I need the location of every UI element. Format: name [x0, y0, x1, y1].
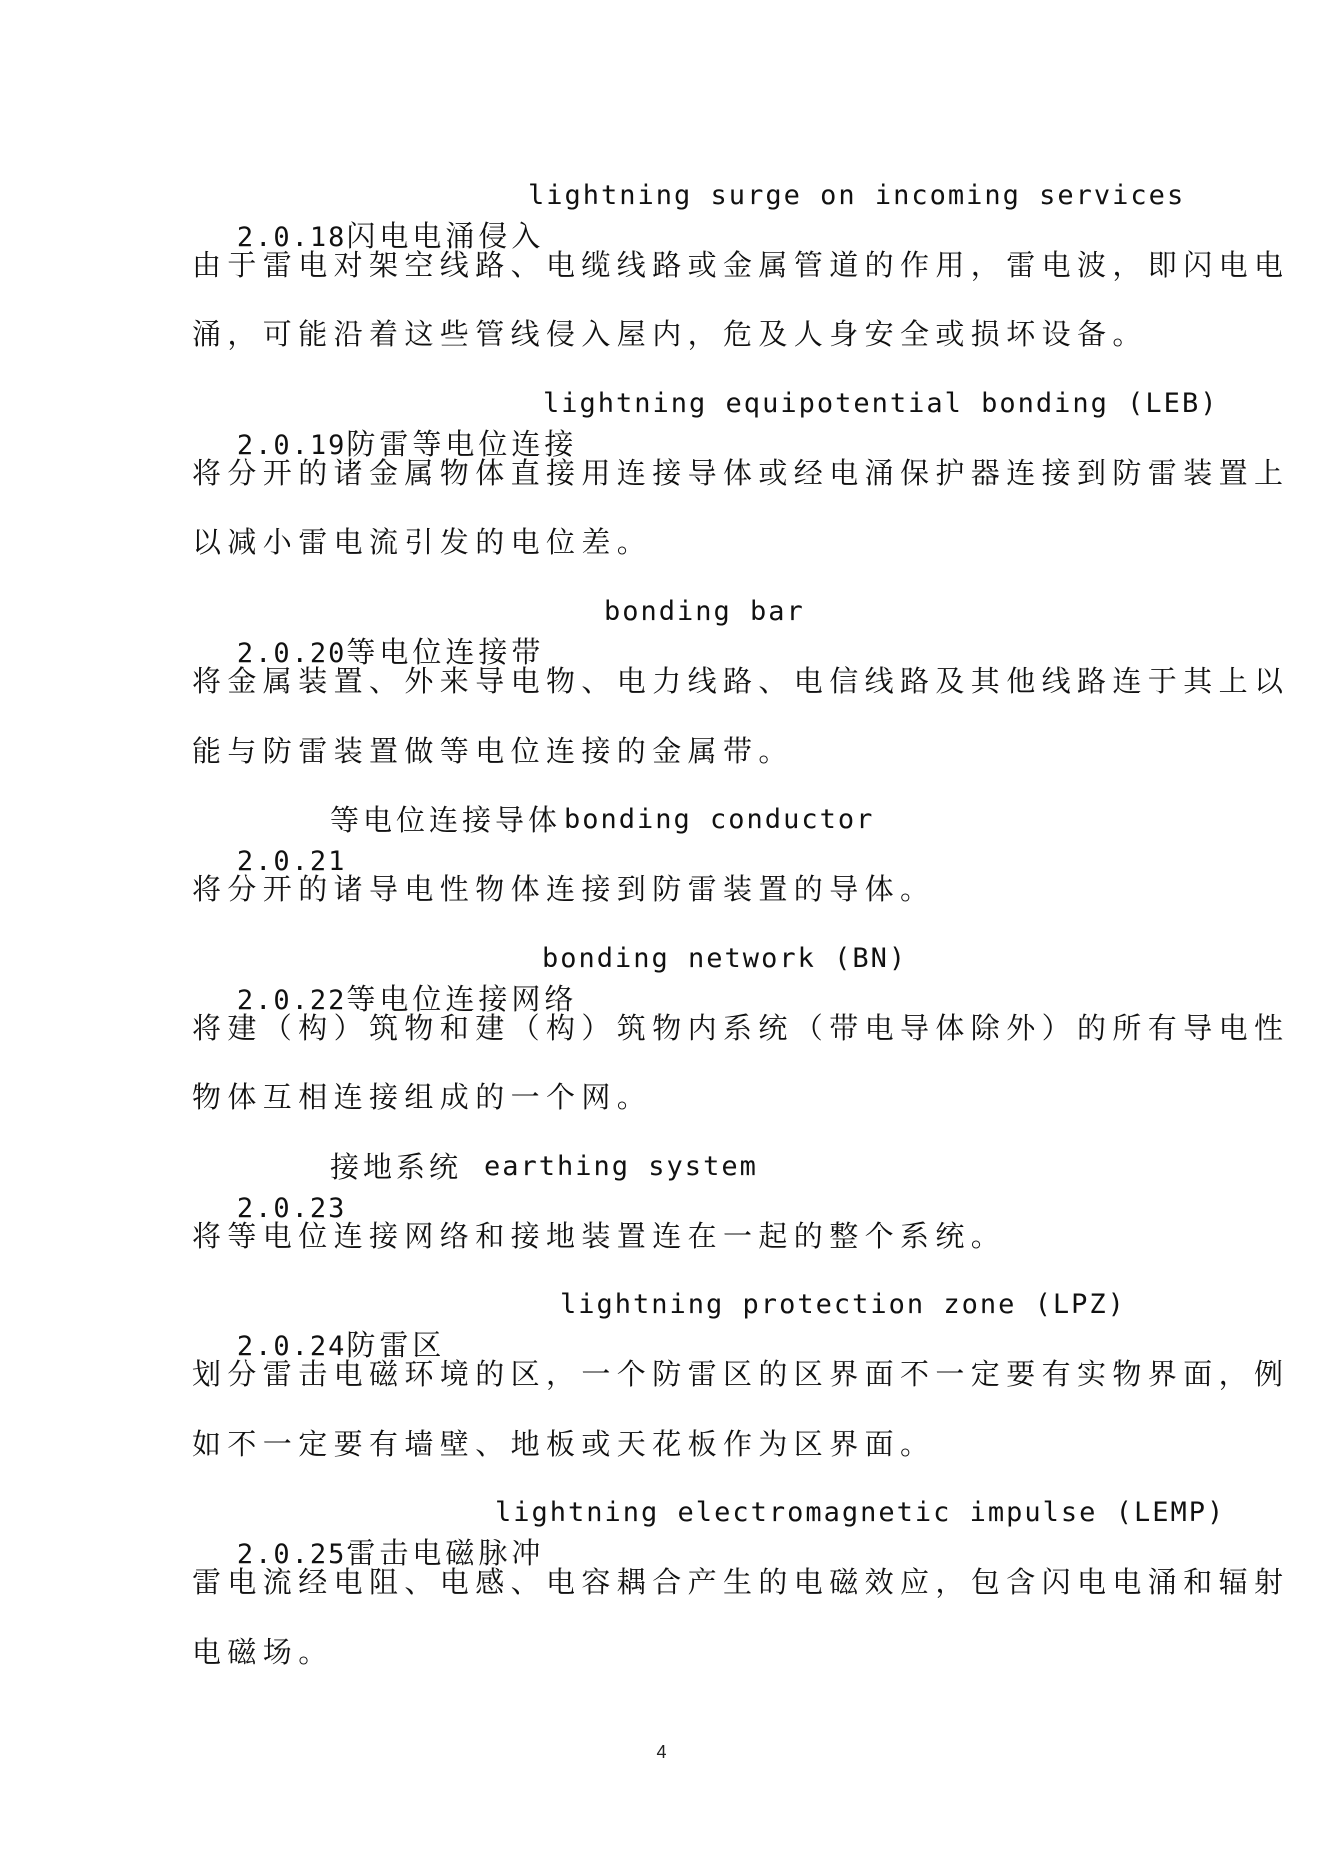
term-chinese: 雷击电磁脉冲 [346, 1536, 545, 1570]
term-english: bonding bar [604, 596, 805, 627]
term-definition: 由于雷电对架空线路、电缆线路或金属管道的作用，雷电波，即闪电电 [192, 248, 1290, 282]
term-number: 2.0.23 [236, 1193, 347, 1224]
term-english: lightning surge on incoming services [528, 180, 1186, 211]
term-english: bonding conductor [564, 804, 875, 835]
term-definition: 将分开的诸金属物体直接用连接导体或经电涌保护器连接到防雷装置上 [192, 456, 1290, 490]
term-english: lightning electromagnetic impulse (LEMP) [495, 1497, 1226, 1528]
term-definition: 将分开的诸导电性物体连接到防雷装置的导体。 [192, 872, 936, 906]
term-number: 2.0.21 [236, 846, 347, 877]
term-chinese: 闪电电涌侵入 [346, 219, 545, 253]
term-chinese: 接地系统 [330, 1150, 463, 1184]
term-definition: 涌，可能沿着这些管线侵入屋内，危及人身安全或损坏设备。 [192, 317, 1148, 351]
term-definition: 将等电位连接网络和接地装置连在一起的整个系统。 [192, 1219, 1007, 1253]
term-english: earthing system [484, 1151, 758, 1182]
term-english: lightning equipotential bonding (LEB) [543, 388, 1219, 419]
term-number: 2.0.19 [236, 430, 347, 461]
term-number: 2.0.22 [236, 985, 347, 1016]
term-number: 2.0.20 [236, 638, 347, 669]
term-definition: 划分雷击电磁环境的区，一个防雷区的区界面不一定要有实物界面，例 [192, 1357, 1290, 1391]
term-chinese: 等电位连接导体 [330, 803, 562, 837]
term-definition: 物体互相连接组成的一个网。 [192, 1080, 653, 1114]
term-chinese: 等电位连接带 [346, 635, 545, 669]
term-definition: 电磁场。 [192, 1635, 334, 1669]
term-number: 2.0.24 [236, 1331, 347, 1362]
term-chinese: 防雷区 [346, 1328, 446, 1362]
term-definition: 能与防雷装置做等电位连接的金属带。 [192, 734, 794, 768]
page-number: 4 [656, 1742, 667, 1762]
term-definition: 将金属装置、外来导电物、电力线路、电信线路及其他线路连于其上以 [192, 664, 1290, 698]
term-definition: 如不一定要有墙壁、地板或天花板作为区界面。 [192, 1427, 936, 1461]
term-number: 2.0.25 [236, 1539, 347, 1570]
term-definition: 以减小雷电流引发的电位差。 [192, 525, 653, 559]
term-english: lightning protection zone (LPZ) [560, 1289, 1126, 1320]
term-chinese: 等电位连接网络 [346, 982, 578, 1016]
term-chinese: 防雷等电位连接 [346, 427, 578, 461]
term-definition: 雷电流经电阻、电感、电容耦合产生的电磁效应，包含闪电电涌和辐射 [192, 1565, 1290, 1599]
term-english: bonding network (BN) [542, 943, 908, 974]
term-definition: 将建（构）筑物和建（构）筑物内系统（带电导体除外）的所有导电性 [192, 1011, 1290, 1045]
term-number: 2.0.18 [236, 222, 347, 253]
